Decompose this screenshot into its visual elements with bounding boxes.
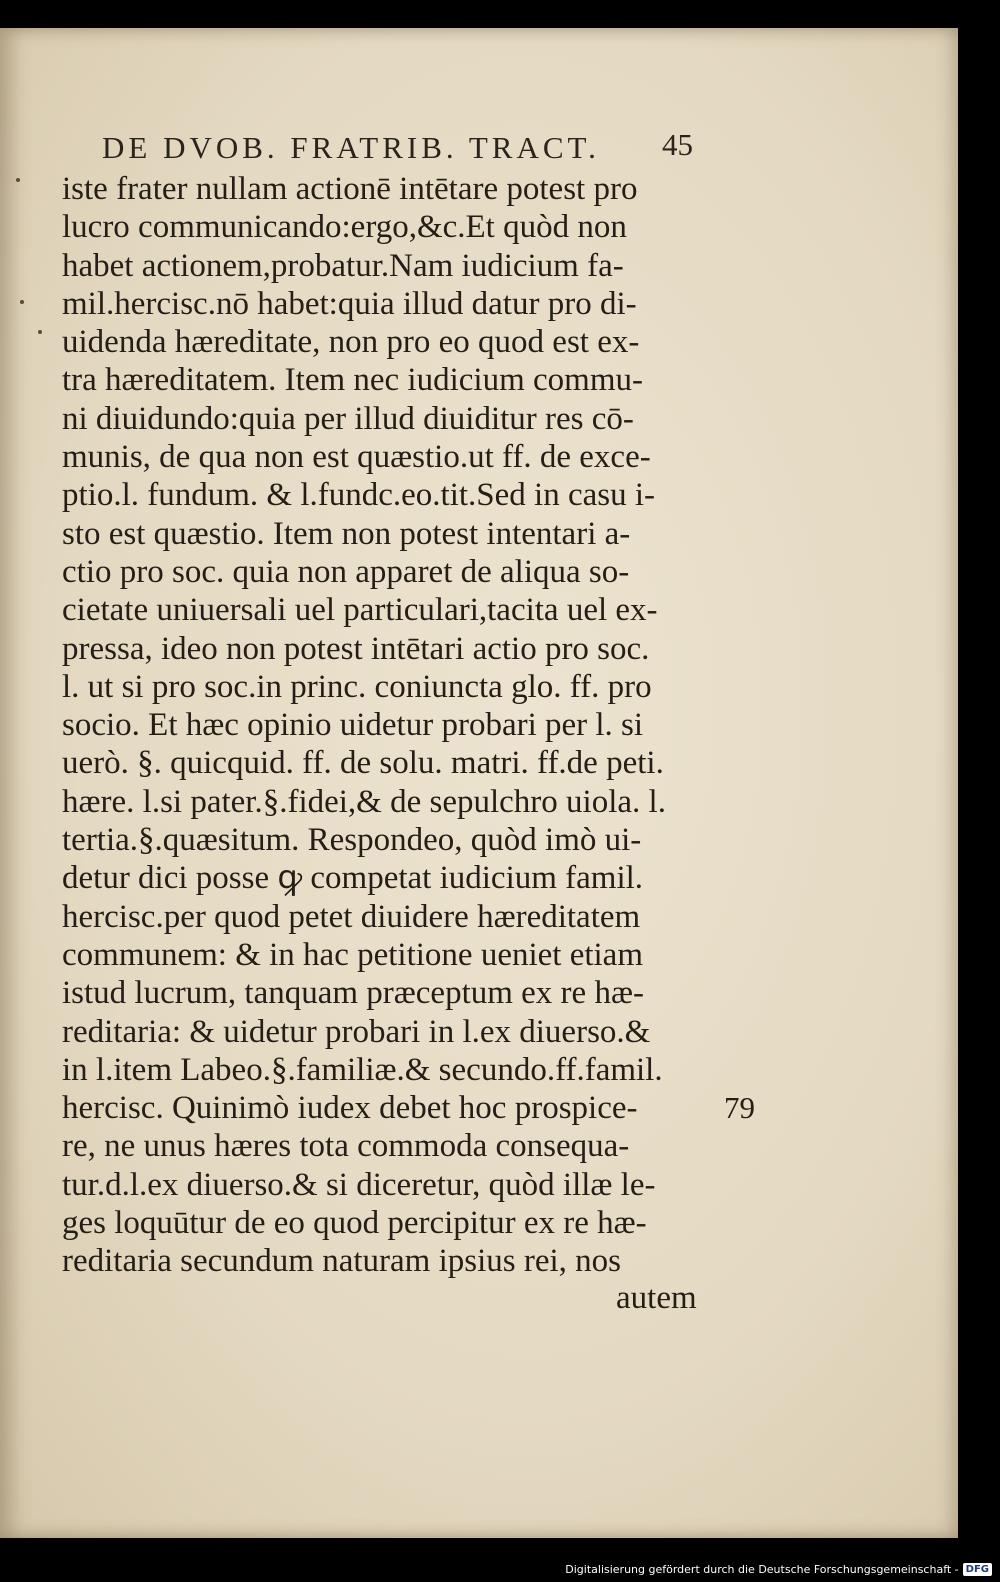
text-line: reditaria: & uidetur probari in l.ex diuerso.&: [62, 1013, 651, 1050]
running-head: DE DVOB. FRATRIB. TRACT.: [102, 130, 600, 165]
marginal-number: 79: [724, 1090, 755, 1125]
text-line: tra hæreditatem. Item nec iudicium commu-: [62, 362, 643, 399]
text-line: ctio pro soc. quia non apparet de aliqua so-: [62, 553, 630, 590]
text-line: hære. l.si pater.§.fidei,& de sepulchro uiola. l.: [62, 783, 666, 820]
text-line: munis, de qua non est quæstio.ut ff. de exce-: [62, 439, 651, 476]
text-line: tur.d.l.ex diuerso.& si diceretur, quòd illæ le-: [62, 1166, 656, 1203]
text-line: mil.hercisc.nō habet:quia illud datur pro di-: [62, 285, 637, 322]
text-line: communem: & in hac petitione ueniet etiam: [62, 936, 643, 973]
text-line: uidenda hæreditate, non pro eo quod est ex-: [62, 324, 640, 361]
text-line: habet actionem,probatur.Nam iudicium fa-: [62, 247, 624, 284]
digitization-footer: [565, 1559, 992, 1579]
text-line: sto est quæstio. Item non potest intentari a-: [62, 515, 631, 552]
text-line: reditaria secundum naturam ipsius rei, nos: [62, 1243, 622, 1280]
text-line: iste frater nullam actionē intētare potest pro: [62, 171, 638, 207]
margin-mark: [20, 300, 24, 304]
text-line: detur dici posse ꝙ competat iudicium famil.: [62, 860, 644, 897]
text-line: hercisc.per quod petet diuidere hæreditatem: [62, 898, 641, 935]
text-line: in l.item Labeo.§.familiæ.& secundo.ff.famil.: [62, 1051, 663, 1088]
footer-credit: Digitalisierung gefördert durch die Deutsche Forschungsgemeinschaft -: [565, 1562, 959, 1576]
text-line: ni diuidundo:quia per illud diuiditur res cō-: [62, 400, 634, 437]
text-line: hercisc. Quinimò iudex debet hoc prospice-: [62, 1090, 638, 1127]
dfg-logo: DFG: [963, 1563, 992, 1576]
catchword: autem: [616, 1280, 697, 1316]
text-line: lucro communicando:ergo,&c.Et quòd non: [62, 209, 627, 246]
text-line: re, ne unus hæres tota commoda consequa-: [62, 1128, 630, 1165]
text-line: cietate uniuersali uel particulari,tacita uel ex-: [62, 592, 658, 629]
text-line: ptio.l. fundum. & l.fundc.eo.tit.Sed in casu i-: [62, 477, 656, 514]
margin-mark: [38, 330, 42, 334]
text-line: socio. Et hæc opinio uidetur probari per l. si: [62, 707, 644, 744]
text-line: uerò. §. quicquid. ff. de solu. matri. ff.de peti.: [62, 745, 664, 782]
text-line: pressa, ideo non potest intētari actio pro soc.: [62, 630, 650, 667]
margin-mark: [16, 178, 20, 182]
page-number: 45: [662, 127, 693, 162]
body-text: [62, 170, 722, 1281]
text-line: tertia.§.quæsitum. Respondeo, quòd imò ui-: [62, 822, 642, 859]
text-line: l. ut si pro soc.in princ. coniuncta glo. ff. pro: [62, 668, 652, 705]
text-line: ges loquūtur de eo quod percipitur ex re hæ-: [62, 1205, 647, 1242]
text-line: istud lucrum, tanquam præceptum ex re hæ-: [62, 975, 644, 1012]
